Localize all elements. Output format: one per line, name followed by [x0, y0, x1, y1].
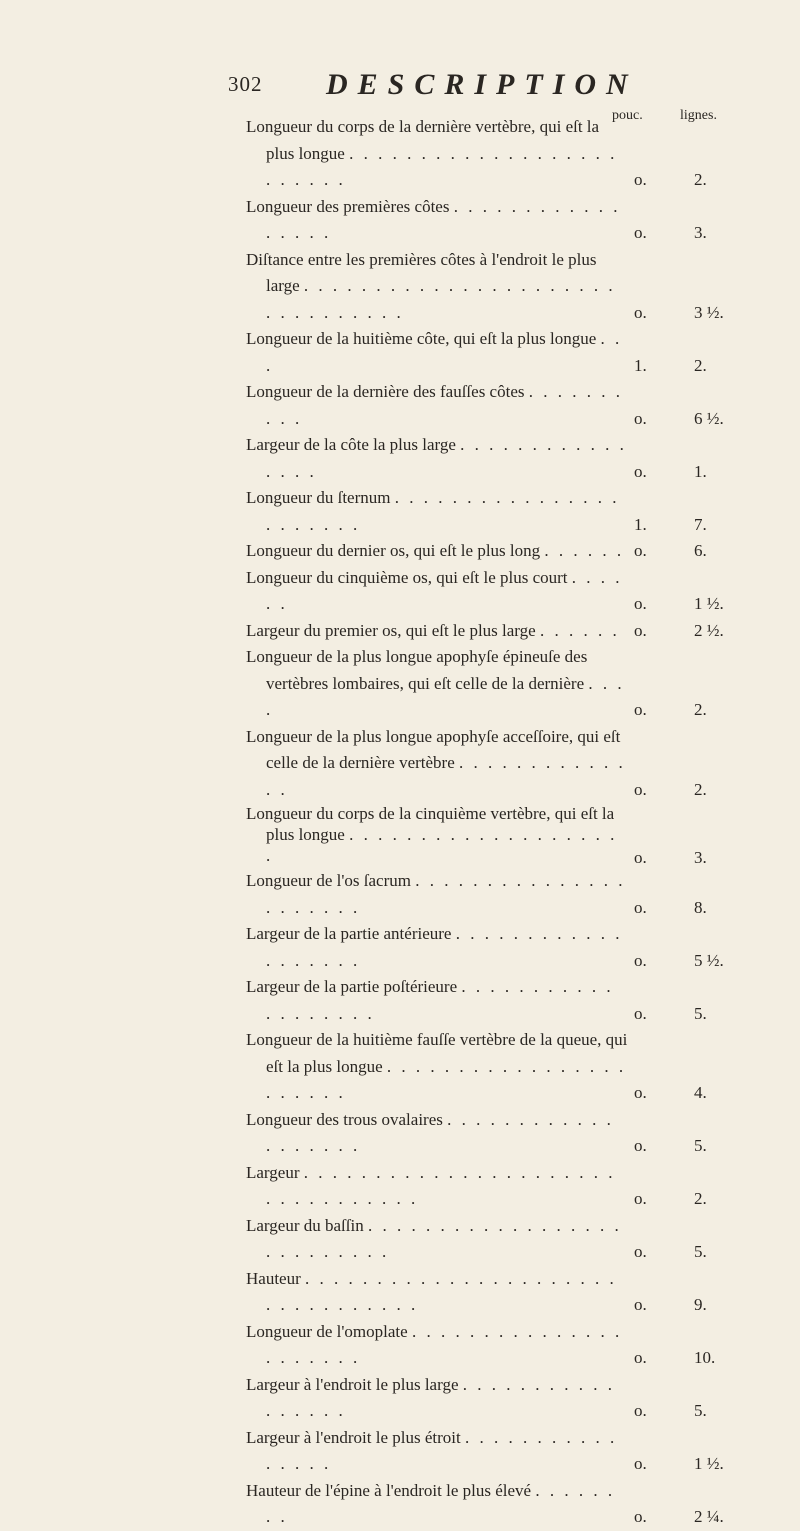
row-label — [246, 379, 628, 432]
row-value-pouces: o. — [634, 1348, 647, 1367]
row-leader-dots: . . . . . . . . . . . . . . . . . . . . . . . — [266, 488, 620, 534]
row-value-lignes: 7. — [694, 514, 707, 534]
row-value-pouces: o. — [634, 461, 647, 481]
row-value-lignes: 5. — [694, 1136, 707, 1155]
table-row — [246, 194, 707, 247]
row-label — [246, 538, 628, 565]
row-leader-dots: . . . . . . . . . . . . . . — [266, 753, 626, 799]
row-value-pouces: o. — [634, 223, 647, 242]
row-value-lignes: 2. — [694, 779, 707, 799]
measurement-table — [0, 114, 800, 1531]
row-label — [246, 485, 628, 538]
row-text: Largeur de la partie poſtérieure — [246, 977, 458, 996]
row-value-pouces: o. — [634, 1401, 647, 1420]
column-header-pouces: pouc. — [612, 108, 643, 123]
row-leader-dots: . . . . . . . . . . . . . . . . — [266, 1427, 618, 1473]
row-value-lignes: 10. — [694, 1348, 716, 1367]
row-label — [246, 1027, 628, 1107]
table-row — [246, 247, 724, 327]
row-leader-dots: . . . . . . — [539, 620, 620, 640]
row-label — [246, 1372, 628, 1425]
row-label — [246, 644, 628, 724]
table-row — [246, 379, 724, 432]
column-header-lignes: lignes. — [680, 108, 717, 123]
table-row — [246, 538, 707, 565]
row-value-lignes: 2. — [694, 355, 707, 375]
row-value-pouces: o. — [634, 848, 647, 867]
row-leader-dots: . . . — [266, 329, 623, 375]
row-leader-dots: . . . . . . . . — [266, 1480, 616, 1526]
row-label — [246, 1107, 628, 1160]
row-leader-dots: . . . . . . . . . . . . . . . . . — [266, 1374, 615, 1420]
row-label — [246, 565, 628, 618]
row-leader-dots: . . . . . . — [266, 567, 623, 613]
table-row — [246, 974, 707, 1027]
row-leader-dots: . . . . . . . . . . . . . . . . . . . — [266, 924, 623, 970]
row-value-pouces: o. — [634, 541, 647, 560]
row-value-pouces: o. — [634, 1003, 647, 1023]
page-header — [228, 70, 650, 102]
row-leader-dots: . . . . . . — [544, 541, 625, 560]
row-leader-dots: . . . . . . . . . . . . . . . . . . . — [266, 1109, 614, 1155]
row-label — [246, 724, 628, 804]
row-leader-dots: . . . . . . . . . . . . . . . . . . . . . . . — [266, 1056, 627, 1102]
row-label — [246, 1478, 628, 1531]
row-value-pouces: o. — [634, 1507, 647, 1526]
row-label — [246, 1425, 628, 1478]
row-text: Longueur du corps de la dernière vertèbre, qui eſt la plus longue — [246, 117, 600, 163]
row-text: Longueur de l'os ſacrum — [246, 871, 411, 890]
row-value-lignes: 5 ½. — [694, 950, 724, 970]
row-value-lignes: 6. — [694, 541, 707, 560]
table-row — [246, 1107, 707, 1160]
row-label — [246, 1266, 628, 1319]
row-value-pouces: o. — [634, 779, 647, 799]
row-text: Longueur des trous ovalaires — [246, 1109, 443, 1129]
row-label — [246, 868, 628, 921]
row-text: Longueur de la huitième fauſſe vertèbre de la queue, qui eſt la plus longue — [246, 1030, 628, 1076]
table-row — [246, 618, 724, 645]
row-value-lignes: 8. — [694, 897, 707, 917]
row-text: Longueur de l'omoplate — [246, 1321, 408, 1341]
row-label — [246, 326, 628, 379]
table-row — [246, 485, 707, 538]
row-value-pouces: o. — [634, 302, 647, 322]
row-leader-dots: . . . . . . . . . . . . . . . . . . . — [266, 977, 614, 1023]
row-text: Largeur à l'endroit le plus large — [246, 1374, 459, 1394]
row-text: Longueur de la plus longue apophyſe acceſſoire, qui eſt celle de la dernière vertèbre — [246, 726, 621, 772]
row-leader-dots: . . . . . . . . . . . . . . . . . — [266, 196, 621, 242]
row-value-pouces: o. — [634, 1242, 647, 1261]
row-text: Diſtance entre les premières côtes à l'endroit le plus large — [246, 249, 597, 295]
row-value-pouces: o. — [634, 1189, 647, 1208]
row-value-lignes: 1 ½. — [694, 594, 724, 613]
row-text: Largeur du baſſin — [246, 1215, 364, 1235]
row-value-pouces: o. — [634, 1083, 647, 1102]
row-value-lignes: 5. — [694, 1242, 707, 1261]
table-row — [246, 565, 724, 618]
table-row — [246, 868, 707, 921]
row-value-lignes: 9. — [694, 1295, 707, 1314]
row-label — [246, 1160, 628, 1213]
table-row — [246, 1266, 707, 1319]
row-value-lignes: 2. — [694, 170, 707, 189]
row-leader-dots: . . . . . . . . . . . . . . . . . . . . . . . . . — [266, 143, 618, 189]
row-label — [246, 114, 628, 194]
row-value-pouces: o. — [634, 1136, 647, 1155]
row-text: Hauteur — [246, 1268, 301, 1288]
table-row — [246, 1213, 707, 1266]
table-row — [246, 724, 707, 804]
row-value-lignes: 3 ½. — [694, 302, 724, 322]
row-leader-dots: . . . . . . . . . . . . . . . . . . . . — [266, 825, 618, 865]
running-title: DESCRIPTION — [326, 68, 638, 101]
table-row — [246, 1372, 707, 1425]
row-value-pouces: o. — [634, 897, 647, 917]
row-text: Largeur de la côte la plus large — [246, 435, 456, 454]
row-value-lignes: 2. — [694, 700, 707, 719]
row-value-lignes: 2. — [694, 1189, 707, 1208]
row-value-lignes: 3. — [694, 223, 707, 242]
row-text: Longueur du dernier os, qui eſt le plus long — [246, 541, 541, 560]
row-value-pouces: o. — [634, 950, 647, 970]
row-leader-dots: . . . . . . . . . . . . . . . . . . . . . . . . . . . . . . . . . — [266, 1162, 616, 1208]
table-row — [246, 432, 707, 485]
row-value-lignes: 1. — [694, 461, 707, 481]
row-leader-dots: . . . . . . . . . . . . . . . . . . . . . . . . . . . . . . . . . — [266, 1268, 617, 1314]
table-row — [246, 326, 707, 379]
table-row — [246, 1160, 707, 1213]
row-text: Longueur de la plus longue apophyſe épineuſe des vertèbres lombaires, qui eſt celle de la dernière — [246, 647, 588, 693]
row-value-lignes: 2 ¼. — [694, 1507, 724, 1526]
row-text: Longueur du cinquième os, qui eſt le plus court — [246, 567, 568, 587]
row-value-lignes: 3. — [694, 848, 707, 867]
row-text: Largeur à l'endroit le plus étroit — [246, 1427, 461, 1447]
row-value-lignes: 5. — [694, 1003, 707, 1023]
row-text: Longueur du ſternum — [246, 488, 391, 507]
row-text: Largeur de la partie antérieure — [246, 924, 452, 943]
row-value-lignes: 1 ½. — [694, 1454, 724, 1473]
row-value-pouces: o. — [634, 170, 647, 189]
table-row — [246, 803, 707, 868]
row-label — [246, 974, 628, 1027]
table-row — [246, 644, 707, 724]
row-value-lignes: 6 ½. — [694, 408, 724, 428]
row-label — [246, 194, 628, 247]
table-row — [246, 1478, 724, 1531]
row-text: Longueur de la huitième côte, qui eſt la plus longue — [246, 329, 597, 348]
table-row — [246, 1319, 716, 1372]
table-row — [246, 921, 724, 974]
row-value-pouces: 1. — [634, 514, 647, 534]
row-label — [246, 432, 628, 485]
row-label — [246, 1213, 628, 1266]
page-number: 302 — [228, 72, 263, 96]
row-text: Largeur — [246, 1162, 300, 1182]
row-text: Longueur de la dernière des fauſſes côtes — [246, 382, 525, 401]
row-text: Largeur du premier os, qui eſt le plus large — [246, 620, 536, 640]
row-leader-dots: . . . . . . . . . . . . . . . . . . . . . . — [266, 1321, 623, 1367]
row-label — [246, 1319, 628, 1372]
row-value-lignes: 4. — [694, 1083, 707, 1102]
row-value-pouces: 1. — [634, 355, 647, 375]
row-leader-dots: . . . . . . . . . . . . . . . . . . . . . . . . . . . . . . . . — [266, 276, 616, 322]
row-text: Longueur des premières côtes — [246, 196, 450, 216]
row-leader-dots: . . . . . . . . . . . . . . . . . . . . . . — [266, 871, 626, 917]
row-label — [246, 803, 628, 868]
row-value-lignes: 2 ½. — [694, 620, 724, 640]
row-leader-dots: . . . . . . . . . . . . . . . . — [266, 435, 627, 481]
row-label — [246, 921, 628, 974]
row-leader-dots: . . . . — [266, 673, 625, 719]
row-value-pouces: o. — [634, 1295, 647, 1314]
row-text: Longueur du corps de la cinquième vertèbre, qui eſt la plus longue — [246, 804, 615, 844]
row-label — [246, 247, 628, 327]
table-row — [246, 1425, 724, 1478]
row-text: Hauteur de l'épine à l'endroit le plus élevé — [246, 1480, 532, 1500]
row-label — [246, 618, 628, 645]
row-value-pouces: o. — [634, 408, 647, 428]
row-value-lignes: 5. — [694, 1401, 707, 1420]
row-leader-dots: . . . . . . . . . . — [266, 382, 623, 428]
row-value-pouces: o. — [634, 594, 647, 613]
table-row — [246, 1027, 707, 1107]
row-value-pouces: o. — [634, 700, 647, 719]
row-leader-dots: . . . . . . . . . . . . . . . . . . . . . . . . . . . — [266, 1215, 622, 1261]
row-value-pouces: o. — [634, 1454, 647, 1473]
row-value-pouces: o. — [634, 620, 647, 640]
